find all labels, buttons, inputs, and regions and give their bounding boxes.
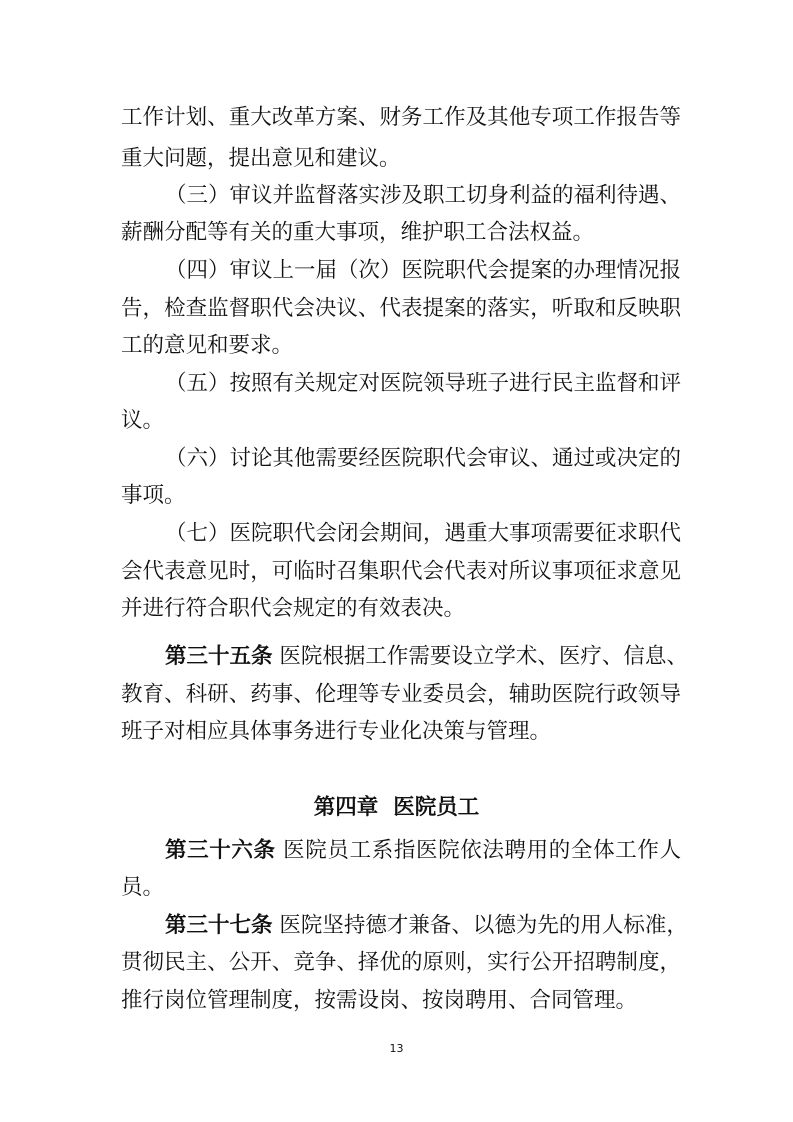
body-text-line: 教育、科研、药事、伦理等专业委员会，辅助医院行政领导: [121, 682, 681, 707]
article-line: [165, 912, 688, 940]
body-text-line: 并进行符合职代会规定的有效表决。: [121, 596, 466, 621]
body-text-line: （六）讨论其他需要经医院职代会审议、通过或决定的: [165, 446, 682, 471]
article-number: 第三十五条: [165, 644, 273, 669]
article-text: 医院根据工作需要设立学术、医疗、信息、: [272, 644, 688, 669]
body-text-line: （五）按照有关规定对医院领导班子进行民主监督和评: [165, 371, 682, 396]
article-number: 第三十七条: [165, 913, 273, 938]
body-text-line: 告，检查监督职代会决议、代表提案的落实，听取和反映职: [121, 296, 681, 321]
body-text-line: （三）审议并监督落实涉及职工切身利益的福利待遇、: [165, 183, 682, 208]
article-line: [165, 837, 681, 865]
body-text-line: （四）审议上一届（次）医院职代会提案的办理情况报: [165, 258, 682, 283]
page-number: 13: [389, 1042, 404, 1055]
body-text-line: 重大问题，提出意见和建议。: [121, 146, 401, 171]
body-text-line: （七）医院职代会闭会期间，遇重大事项需要征求职代: [165, 521, 682, 546]
body-text-line: 议。: [121, 408, 165, 433]
chapter-heading: 第四章 医院员工: [313, 795, 480, 820]
article-line: [165, 643, 688, 671]
article-text: 医院坚持德才兼备、以德为先的用人标准，: [272, 913, 688, 938]
body-text-line: 贯彻民主、公开、竞争、择优的原则，实行公开招聘制度，: [121, 950, 681, 975]
body-text-line: 工作计划、重大改革方案、财务工作及其他专项工作报告等: [121, 105, 681, 130]
body-text-line: 推行岗位管理制度，按需设岗、按岗聘用、合同管理。: [121, 988, 638, 1013]
body-text-line: 会代表意见时，可临时召集职代会代表对所议事项征求意见: [121, 559, 681, 584]
body-text-line: 工的意见和要求。: [121, 333, 294, 358]
article-text: 医院员工系指医院依法聘用的全体工作人: [275, 838, 681, 863]
body-text-line: 薪酬分配等有关的重大事项，维护职工合法权益。: [121, 220, 595, 245]
body-text-line: 员。: [121, 875, 165, 900]
body-text-line: 班子对相应具体事务进行专业化决策与管理。: [121, 719, 552, 744]
body-text-line: 事项。: [121, 483, 186, 508]
article-number: 第三十六条: [165, 838, 276, 863]
